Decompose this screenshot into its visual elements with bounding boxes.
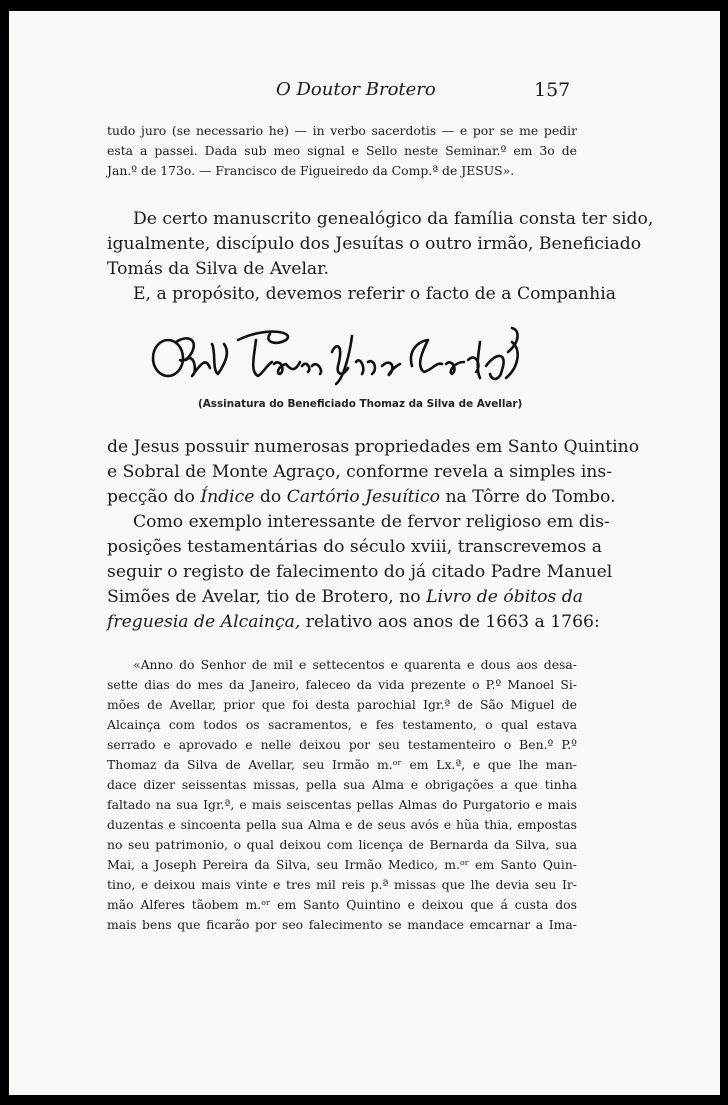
text-line: igualmente, discípulo dos Jesuítas o outro irmão, Beneficiado: [107, 234, 642, 254]
letter-line: tudo juro (se necessario he) — in verbo sacerdotis — e por se me pedir: [107, 123, 577, 138]
quote-line: mões de Avellar, prior que foi desta parochial Igr.ª de São Miguel de: [107, 697, 577, 712]
quote-line: faltado na sua Igr.ª, e mais seiscentas pellas Almas do Purgatorio e mais: [107, 797, 577, 812]
letter-line: esta a passei. Dada sub meo signal e Sello neste Seminar.º em 3o de: [107, 143, 577, 158]
book-title: Cartório Jesuítico: [286, 487, 440, 507]
running-title: O Doutor Brotero: [276, 79, 436, 100]
quote-line: dace dizer seissentas missas, pella sua Alma e obrigações a que tinha: [107, 777, 577, 792]
quote-line: serrado e aprovado e nelle deixou por seu testamenteiro o Ben.º P.º: [107, 737, 577, 752]
text-run: Simões de Avelar, tio de Brotero, no: [107, 587, 427, 607]
book-title: Índice: [200, 487, 255, 507]
text-line: posições testamentárias do século xviii, transcrevemos a: [107, 537, 603, 557]
letter-line: Jan.º de 173o. — Francisco de Figueiredo da Comp.ª de JESUS».: [107, 163, 515, 178]
book-title: Livro de óbitos da: [426, 587, 584, 607]
quote-line: no seu patrimonio, o qual deixou com licença de Bernarda da Silva, sua: [107, 837, 577, 852]
text-line: e Sobral de Monte Agraço, conforme revela a simples ins-: [107, 462, 613, 482]
signature-caption: (Assinatura do Beneficiado Thomaz da Silva de Avellar): [198, 398, 523, 410]
quote-line: Alcainça com todos os sacramentos, e fes testamento, o qual estava: [107, 717, 577, 732]
quote-line: mais bens que ficarão por seo falecimento se mandace emcarnar a Ima-: [107, 917, 577, 932]
text-line: Tomás da Silva de Avelar.: [107, 259, 329, 279]
running-header: [0, 79, 728, 103]
quote-line: «Anno do Senhor de mil e settecentos e quarenta e dous aos desa-: [133, 657, 577, 672]
text-line: [107, 610, 600, 635]
text-line: de Jesus possuir numerosas propriedades em Santo Quintino: [107, 437, 640, 457]
text-run: relativo aos anos de 1663 a 1766:: [300, 612, 600, 632]
text-run: do: [254, 487, 287, 507]
text-line: [107, 485, 616, 510]
quote-line: Thomaz da Silva de Avellar, seu Irmão m.ᵒʳ em Lx.ª, e que lhe man-: [107, 757, 577, 772]
quote-line: Mai, a Joseph Pereira da Silva, seu Irmão Medico, m.ᵒʳ em Santo Quin-: [107, 857, 577, 872]
quote-line: tino, e deixou mais vinte e tres mil reis p.ª missas que lhe devia seu Ir-: [107, 877, 577, 892]
text-line: E, a propósito, devemos referir o facto de a Companhia: [133, 284, 616, 304]
text-line: De certo manuscrito genealógico da família consta ter sido,: [133, 209, 654, 229]
quote-line: duzentas e sincoenta pella sua Alma e de seus avós e hũa thia, empostas: [107, 817, 577, 832]
signature-image: [146, 322, 526, 394]
text-run: na Tôrre do Tombo.: [439, 487, 616, 507]
text-line: [107, 585, 584, 610]
text-line: seguir o registo de falecimento do já citado Padre Manuel: [107, 562, 613, 582]
text-line: Como exemplo interessante de fervor religioso em dis-: [133, 512, 610, 532]
text-run: pecção do: [107, 487, 201, 507]
quote-line: sette dias do mes da Janeiro, faleceo da vida prezente o P.º Manoel Si-: [107, 677, 577, 692]
book-title: freguesia de Alcainça,: [107, 612, 301, 632]
page-number: 157: [534, 79, 571, 101]
quote-line: mão Alferes tãobem m.ᵒʳ em Santo Quintino e deixou que á custa dos: [107, 897, 577, 912]
